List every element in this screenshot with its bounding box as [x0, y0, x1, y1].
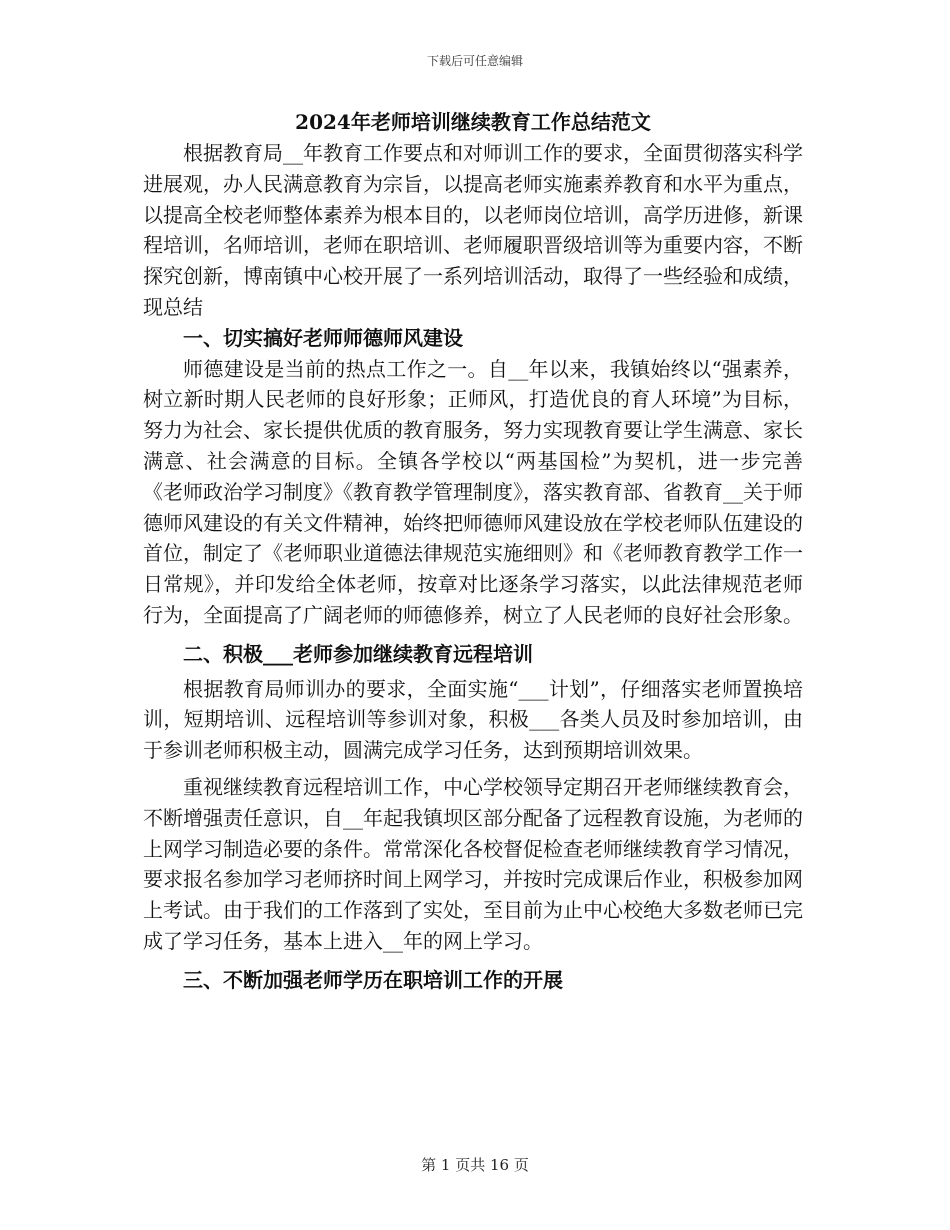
section-2-heading: 二、积极___老师参加继续教育远程培训	[183, 641, 533, 666]
intro-paragraph: 根据教育局__年教育工作要点和对师训工作的要求，全面贯彻落实科学进展观，办人民满意教育为宗旨，以提高老师实施素养教育和水平为重点，以提高全校老师整体素养为根本目的，以老师岗位培训，高学历进修，新课程培训，名师培训，老师在职培训、老师履职晋级培训等为重要内容，不断探究创新，博南镇中心校开展了一系列培训活动，取得了一些经验和成绩，现总结	[143, 141, 803, 319]
section-2-paragraph-1: 根据教育局师训办的要求，全面实施“___计划”，仔细落实老师置换培训，短期培训、远程培训等参训对象，积极___各类人员及时参加培训，由于参训老师积极主动，圆满完成学习任务，达到预期培训效果。	[143, 676, 803, 763]
document-title: 2024年老师培训继续教育工作总结范文	[295, 110, 651, 134]
section-3-heading: 三、不断加强老师学历在职培训工作的开展	[183, 967, 563, 992]
page-header-note: 下载后可任意编辑	[426, 54, 523, 68]
page-footer: 第 1 页共 16 页	[421, 1156, 529, 1174]
document-body	[143, 106, 803, 1000]
section-2-paragraph-2: 重视继续教育远程培训工作，中心学校领导定期召开老师继续教育会，不断增强责任意识，自__年起我镇坝区部分配备了远程教育设施，为老师的上网学习制造必要的条件。常常深化各校督促检查老师继续教育学习情况，要求报名参加学习老师挤时间上网学习，并按时完成课后作业，积极参加网上考试。由于我们的工作落到了实处，至目前为止中心校绝大多数老师已完成了学习任务，基本上进入__年的网上学习。	[143, 774, 803, 953]
section-1-paragraph: 师德建设是当前的热点工作之一。自__年以来，我镇始终以“强素养，树立新时期人民老师的良好形象；正师风，打造优良的育人环境”为目标，努力为社会、家长提供优质的教育服务，努力实现教育要让学生满意、家长满意、社会满意的目标。全镇各学校以“两基国检”为契机，进一步完善《老师政治学习制度》《教育教学管理制度》，落实教育部、省教育__关于师德师风建设的有关文件精神，始终把师德师风建设放在学校老师队伍建设的首位，制定了《老师职业道德法律规范实施细则》和《老师教育教学工作一日常规》，并印发给全体老师，按章对比逐条学习落实，以此法律规范老师行为，全面提高了广阔老师的师德修养，树立了人民老师的良好社会形象。	[143, 356, 803, 627]
section-1-heading: 一、切实搞好老师师德师风建设	[183, 325, 463, 350]
